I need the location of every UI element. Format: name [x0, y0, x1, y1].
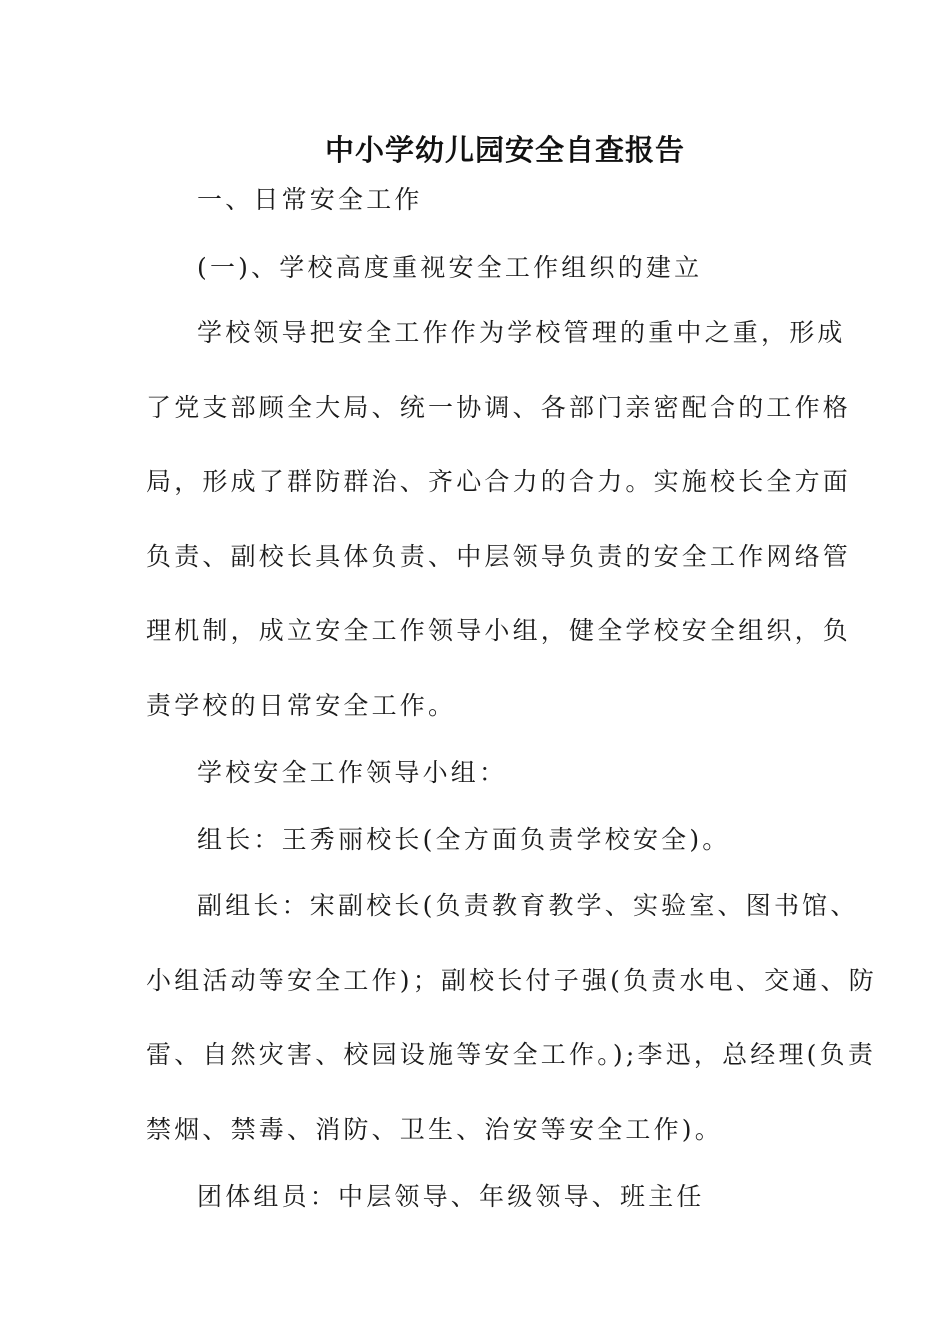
document-title: 中小学幼儿园安全自查报告 [324, 133, 685, 167]
leader-line: 组长：王秀丽校长(全方面负责学校安全)。 [197, 825, 731, 854]
subsection-heading: (一)、学校高度重视安全工作组织的建立 [197, 253, 703, 282]
paragraph-line: 副组长：宋副校长(负责教育教学、实验室、图书馆、 [197, 891, 859, 920]
members-line: 团体组员：中层领导、年级领导、班主任 [197, 1182, 705, 1211]
paragraph-line: 负责、副校长具体负责、中层领导负责的安全工作网络管 [146, 542, 852, 571]
paragraph-line: 理机制，成立安全工作领导小组，健全学校安全组织，负 [146, 616, 852, 645]
paragraph-line: 小组活动等安全工作)；副校长付子强(负责水电、交通、防 [146, 966, 877, 995]
paragraph-line: 局，形成了群防群治、齐心合力的合力。实施校长全方面 [146, 467, 852, 496]
paragraph-line: 禁烟、禁毒、消防、卫生、治安等安全工作)。 [146, 1115, 723, 1144]
paragraph-line: 学校领导把安全工作作为学校管理的重中之重，形成 [197, 318, 846, 347]
paragraph-line: 雷、自然灾害、校园设施等安全工作。);李迅，总经理(负责 [146, 1040, 877, 1069]
group-heading: 学校安全工作领导小组： [197, 758, 508, 787]
paragraph-line: 责学校的日常安全工作。 [146, 691, 457, 720]
paragraph-line: 了党支部顾全大局、统一协调、各部门亲密配合的工作格 [146, 393, 852, 422]
section-heading: 一、日常安全工作 [197, 185, 423, 214]
